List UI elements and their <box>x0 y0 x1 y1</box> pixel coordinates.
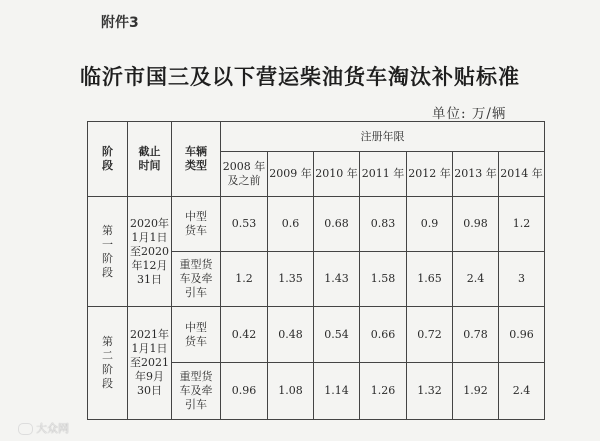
subsidy-value: 0.9 <box>407 197 453 252</box>
vehicle-type: 中型 货车 <box>172 197 221 252</box>
subsidy-value: 1.92 <box>453 363 499 420</box>
attachment-label: 附件3 <box>101 15 139 31</box>
subsidy-value: 0.66 <box>360 307 407 363</box>
year-header: 2010 年 <box>314 152 360 197</box>
stage-name: 第 一 阶 段 <box>88 197 128 307</box>
subsidy-value: 0.83 <box>360 197 407 252</box>
subsidy-value: 1.08 <box>268 363 314 420</box>
year-header: 2013 年 <box>453 152 499 197</box>
subsidy-value: 0.6 <box>268 197 314 252</box>
vehicle-type: 中型 货车 <box>172 307 221 363</box>
year-header: 2012 年 <box>407 152 453 197</box>
subsidy-value: 1.58 <box>360 252 407 307</box>
unit-label: 单位: 万/辆 <box>432 106 507 122</box>
subsidy-value: 1.2 <box>499 197 545 252</box>
year-header: 2014 年 <box>499 152 545 197</box>
stage-period: 2020年 1月1日 至2020 年12月 31日 <box>128 197 172 307</box>
subsidy-table <box>87 121 545 420</box>
vehicle-type: 重型货 车及牵 引车 <box>172 252 221 307</box>
subsidy-value: 0.48 <box>268 307 314 363</box>
subsidy-value: 1.32 <box>407 363 453 420</box>
document-title: 临沂市国三及以下营运柴油货车淘汰补贴标准 <box>80 64 520 89</box>
header-row-top <box>88 122 545 152</box>
subsidy-value: 2.4 <box>499 363 545 420</box>
watermark-logo-icon <box>18 423 33 435</box>
deadline-header: 截止 时间 <box>128 122 172 197</box>
subsidy-value: 3 <box>499 252 545 307</box>
subsidy-value: 0.96 <box>499 307 545 363</box>
stage-period: 2021年 1月1日 至2021 年9月 30日 <box>128 307 172 420</box>
subsidy-value: 1.43 <box>314 252 360 307</box>
subsidy-value: 0.54 <box>314 307 360 363</box>
registration-year-header: 注册年限 <box>221 122 545 152</box>
stage-header: 阶 段 <box>88 122 128 197</box>
watermark <box>18 420 69 436</box>
subsidy-value: 0.68 <box>314 197 360 252</box>
table-row <box>88 197 545 252</box>
vehicle-type-header: 车辆 类型 <box>172 122 221 197</box>
year-header: 2011 年 <box>360 152 407 197</box>
subsidy-value: 1.26 <box>360 363 407 420</box>
subsidy-value: 1.2 <box>221 252 268 307</box>
stage-name: 第 二 阶 段 <box>88 307 128 420</box>
vehicle-type: 重型货 车及牵 引车 <box>172 363 221 420</box>
subsidy-value: 1.65 <box>407 252 453 307</box>
subsidy-value: 1.35 <box>268 252 314 307</box>
subsidy-value: 0.72 <box>407 307 453 363</box>
subsidy-value: 0.78 <box>453 307 499 363</box>
subsidy-value: 0.96 <box>221 363 268 420</box>
subsidy-value: 1.14 <box>314 363 360 420</box>
subsidy-value: 0.53 <box>221 197 268 252</box>
table-row <box>88 307 545 363</box>
year-header: 2008 年 及之前 <box>221 152 268 197</box>
year-header: 2009 年 <box>268 152 314 197</box>
subsidy-value: 2.4 <box>453 252 499 307</box>
subsidy-value: 0.98 <box>453 197 499 252</box>
watermark-text: 大众网 <box>36 422 69 435</box>
subsidy-value: 0.42 <box>221 307 268 363</box>
